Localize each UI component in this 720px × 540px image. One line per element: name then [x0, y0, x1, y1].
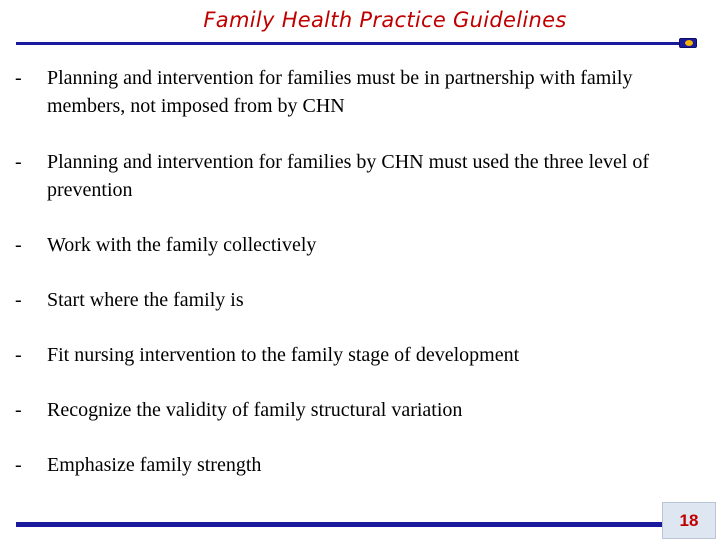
- bullet-text: Recognize the validity of family structural variation: [47, 399, 463, 421]
- title-underline: [16, 42, 680, 45]
- bullet-marker: -: [15, 289, 22, 311]
- rule-end-icon: [679, 38, 697, 48]
- bullet-marker: -: [15, 344, 22, 366]
- rule-end-dot: [685, 40, 693, 46]
- bullet-text: Work with the family collectively: [47, 234, 317, 256]
- bullet-marker: -: [15, 399, 22, 421]
- bullet-text: Fit nursing intervention to the family stage of development: [47, 344, 520, 366]
- bullet-text: Planning and intervention for families by CHN must used the three level of prevention: [47, 151, 650, 201]
- bullet-text: Planning and intervention for families must be in partnership with family members, not imposed from by CHN: [47, 67, 633, 117]
- bullet-marker: -: [15, 151, 22, 173]
- bullet-marker: -: [15, 234, 22, 256]
- bullet-text: Emphasize family strength: [47, 454, 262, 476]
- footer-rule: [16, 522, 662, 527]
- bullet-text: Start where the family is: [47, 289, 244, 311]
- slide-title: Family Health Practice Guidelines: [203, 8, 567, 32]
- bullet-marker: -: [15, 67, 22, 89]
- page-number-box: [662, 502, 716, 539]
- page-number: 18: [679, 511, 699, 530]
- bullet-marker: -: [15, 454, 22, 476]
